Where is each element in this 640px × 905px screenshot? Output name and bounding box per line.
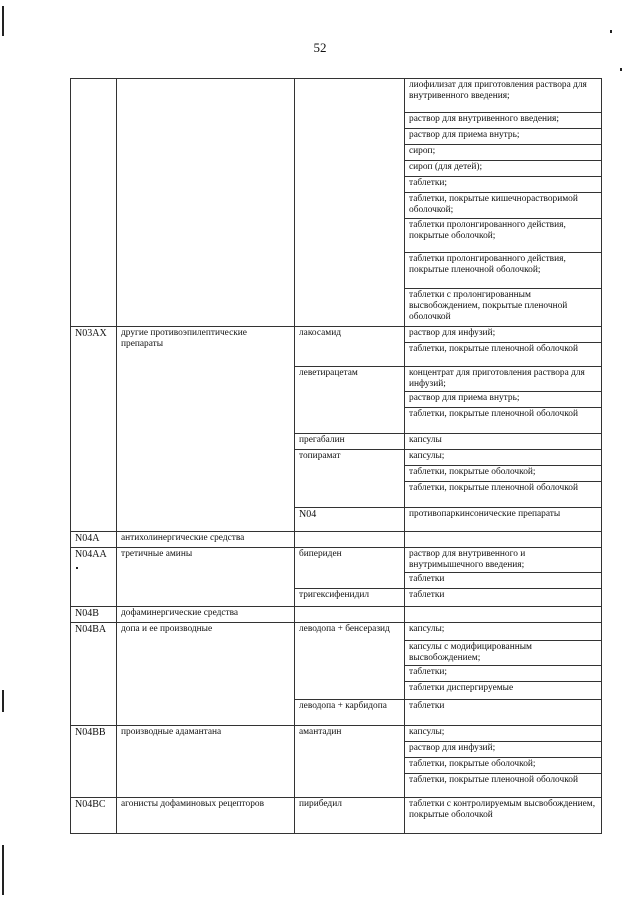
drug-name-cell [295,607,405,623]
drug-name-cell: бипериден [295,548,405,589]
dosage-form: таблетки, покрытые оболочкой; [405,758,602,774]
drug-name-cell: леветирацетам [295,367,405,434]
drug-name-cell: леводопа + карбидопа [295,700,405,726]
dosage-form: сироп; [405,145,602,161]
atc-code-cell: N04 [295,508,405,532]
page-number: 52 [313,40,327,55]
group-name-cell: противопаркинсонические препараты [405,508,602,532]
group-name-cell: другие противоэпилептические препараты [117,327,295,532]
atc-code-cell: N04B [71,607,117,623]
atc-code-cell: N03AX [71,327,117,532]
dosage-form: раствор для приема внутрь; [405,392,602,408]
drug-name-cell: леводопа + бенсеразид [295,623,405,700]
drug-name-cell: прегабалин [295,434,405,450]
dosage-form: таблетки, покрытые пленочной оболочкой [405,482,602,508]
group-name-cell: производные адамантана [117,726,295,798]
table-row [71,607,602,623]
dosage-form: таблетки [405,700,602,726]
table-row [71,79,602,113]
dosage-form: раствор для приема внутрь; [405,129,602,145]
dosage-form: капсулы; [405,450,602,466]
drug-list-table [70,78,602,834]
dosage-form: сироп (для детей); [405,161,602,177]
drug-name-cell [295,532,405,548]
group-name-cell: третичные амины [117,548,295,607]
dosage-form: раствор для инфузий; [405,327,602,343]
table-row [71,726,602,742]
drug-name-cell: топирамат [295,450,405,508]
dosage-form: концентрат для приготовления раствора для инфузий; [405,367,602,392]
atc-code-cell: N04A [71,532,117,548]
dosage-form: таблетки пролонгированного действия, покрытые пленочной оболочкой; [405,253,602,289]
dosage-form: раствор для инфузий; [405,742,602,758]
dosage-form: лиофилизат для приготовления раствора для внутривенного введения; [405,79,602,113]
atc-code-cell [71,79,117,327]
table-row [71,532,602,548]
group-name-cell [117,79,295,327]
scan-mark [2,6,4,36]
atc-code-cell: N04BB [71,726,117,798]
dosage-form: раствор для внутривенного введения; [405,113,602,129]
table-row [71,327,602,343]
table-row [71,623,602,641]
dosage-form: таблетки, покрытые оболочкой; [405,466,602,482]
atc-code-cell: N04AA [71,548,117,607]
dosage-form: таблетки [405,589,602,607]
drug-name-cell: амантадин [295,726,405,798]
dosage-form: капсулы [405,434,602,450]
dosage-form [405,532,602,548]
dosage-form: таблетки; [405,666,602,682]
dosage-form: капсулы; [405,623,602,641]
table-row [71,798,602,834]
dosage-form: таблетки с контролируемым высвобождением, покрытые оболочкой [405,798,602,834]
atc-code-cell: N04BA [71,623,117,726]
dosage-form: таблетки диспергируемые [405,682,602,700]
dosage-form: таблетки, покрытые пленочной оболочкой [405,774,602,798]
dosage-form: таблетки, покрытые пленочной оболочкой [405,343,602,367]
scan-mark [610,30,612,33]
drug-name-cell: тригексифенидил [295,589,405,607]
drug-name-cell: пирибедил [295,798,405,834]
dosage-form: капсулы с модифицированным высвобождением; [405,641,602,666]
group-name-cell: дофаминергические средства [117,607,295,623]
scan-mark [620,68,622,71]
atc-code-cell: N04BC [71,798,117,834]
dosage-form: таблетки [405,573,602,589]
scan-mark [2,690,4,712]
dosage-form: капсулы; [405,726,602,742]
drug-name-cell [295,79,405,327]
drug-name-cell: лакосамид [295,327,405,367]
dosage-form: таблетки, покрытые пленочной оболочкой [405,408,602,434]
group-name-cell: допа и ее производные [117,623,295,726]
group-name-cell: агонисты дофаминовых рецепторов [117,798,295,834]
dosage-form: раствор для внутривенного и внутримышечного введения; [405,548,602,573]
dosage-form: таблетки, покрытые кишечнорастворимой оболочкой; [405,193,602,219]
table-row [71,548,602,573]
dosage-form: таблетки; [405,177,602,193]
dosage-form: таблетки с пролонгированным высвобождением, покрытые пленочной оболочкой [405,289,602,327]
dosage-form [405,607,602,623]
scan-mark [2,845,4,895]
dosage-form: таблетки пролонгированного действия, покрытые оболочкой; [405,219,602,253]
group-name-cell: антихолинергические средства [117,532,295,548]
